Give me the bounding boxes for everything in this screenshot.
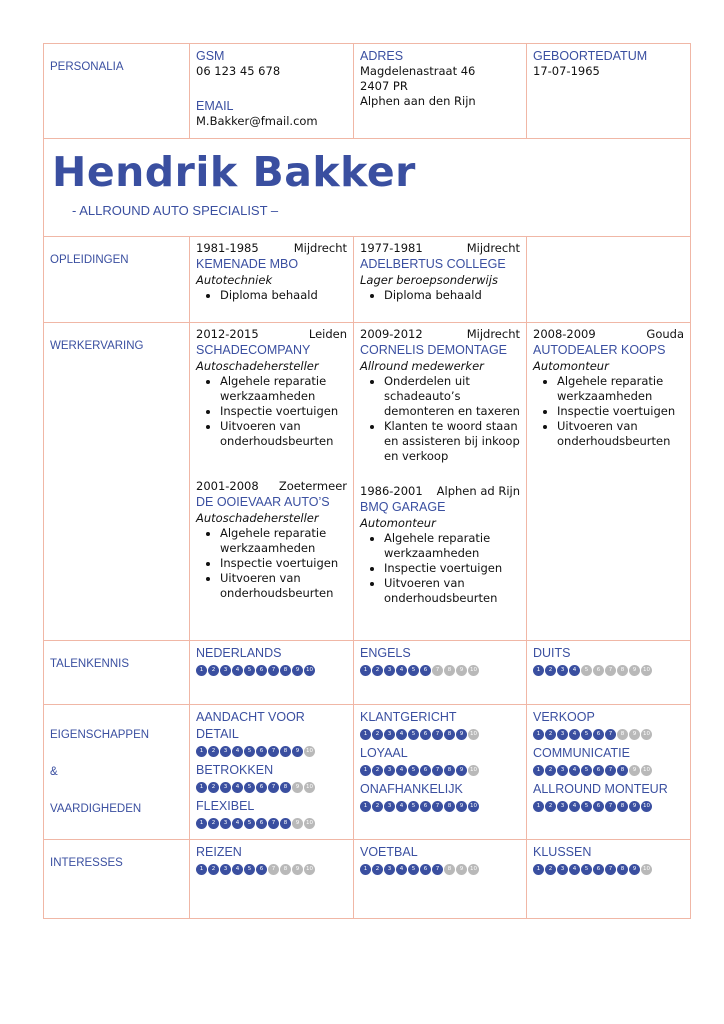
work-bullet: • Inspectie voertuigen (384, 561, 520, 576)
rating-dot-filled: 6 (420, 729, 431, 740)
rating-dot-filled: 1 (196, 864, 207, 875)
rating-dot-filled: 4 (396, 801, 407, 812)
rating-dots (360, 864, 520, 875)
rating-dot-empty: 10 (304, 864, 315, 875)
rating-dot-filled: 2 (545, 801, 556, 812)
rating-dot-filled: 3 (557, 665, 568, 676)
work-bullet: • Algehele reparatie werkzaamheden (384, 531, 520, 561)
rating-dot-filled: 2 (208, 782, 219, 793)
rating-dot-filled: 9 (629, 864, 640, 875)
skill-name: AANDACHT VOOR DETAIL (196, 710, 305, 741)
rating-dot-filled: 8 (280, 665, 291, 676)
rating-dot-filled: 8 (444, 801, 455, 812)
geboortedatum-label: GEBOORTEDATUM (533, 49, 648, 63)
rating-dot-filled: 2 (545, 765, 556, 776)
rating-dot-filled: 2 (372, 765, 383, 776)
rating-dot-filled: 3 (557, 801, 568, 812)
rating-dot-filled: 2 (372, 864, 383, 875)
work-company: CORNELIS DEMONTAGE (360, 343, 508, 357)
rating-dot-empty: 10 (641, 864, 652, 875)
work-bullet: • Algehele reparatie werkzaamheden (220, 526, 347, 556)
rating-dot-filled: 2 (545, 665, 556, 676)
interest-name: VOETBAL (360, 845, 418, 859)
rating-dot-filled: 1 (533, 729, 544, 740)
gsm-value: 06 123 45 678 (196, 64, 281, 78)
work-role: Automonteur (360, 516, 436, 530)
rating-dot-filled: 5 (581, 864, 592, 875)
rating-dot-empty: 9 (629, 665, 640, 676)
rating-dot-filled: 4 (232, 818, 243, 829)
cv-table (43, 43, 691, 919)
opleiding-years: 1981-1985 (196, 241, 259, 255)
rating-dot-filled: 8 (444, 765, 455, 776)
work-bullet: • Klanten te woord staan en assisteren bij inkoop en verkoop (384, 419, 520, 464)
opleiding-school: ADELBERTUS COLLEGE (360, 257, 506, 271)
rating-dot-filled: 1 (533, 665, 544, 676)
rating-dots (360, 765, 520, 776)
rating-dot-filled: 3 (384, 665, 395, 676)
rating-dot-filled: 6 (256, 864, 267, 875)
rating-dot-empty: 8 (617, 665, 628, 676)
full-name: Hendrik Bakker (52, 148, 416, 196)
rating-dot-filled: 1 (533, 801, 544, 812)
rating-dot-empty: 8 (444, 864, 455, 875)
rating-dot-filled: 7 (268, 782, 279, 793)
work-company: SCHADECOMPANY (196, 343, 311, 357)
rating-dot-empty: 8 (280, 864, 291, 875)
rating-dot-empty: 10 (304, 782, 315, 793)
work-role: Autoschadehersteller (196, 511, 319, 525)
rating-dot-filled: 6 (256, 782, 267, 793)
work-bullet: • Uitvoeren van onderhoudsbeurten (220, 571, 347, 601)
rating-dot-empty: 9 (629, 729, 640, 740)
opleiding-school: KEMENADE MBO (196, 257, 299, 271)
rating-dot-filled: 5 (244, 746, 255, 757)
opleiding-place: Mijdrecht (466, 241, 520, 255)
skill-name: VERKOOP (533, 710, 595, 724)
work-entry (196, 327, 347, 449)
rating-dot-filled: 1 (533, 765, 544, 776)
rating-dot-filled: 4 (569, 765, 580, 776)
rating-dot-filled: 5 (244, 864, 255, 875)
rating-dot-filled: 3 (557, 765, 568, 776)
rating-dot-empty: 9 (456, 864, 467, 875)
rating-dot-empty: 10 (468, 665, 479, 676)
rating-dot-filled: 7 (432, 801, 443, 812)
rating-dot-filled: 6 (593, 765, 604, 776)
rating-dot-empty: 10 (468, 765, 479, 776)
rating-dot-filled: 4 (396, 665, 407, 676)
section-vaardigheden: VAARDIGHEDEN (50, 803, 142, 815)
opleiding-study: Autotechniek (196, 273, 273, 287)
rating-dot-filled: 7 (605, 864, 616, 875)
work-role: Automonteur (533, 359, 609, 373)
rating-dot-filled: 8 (444, 729, 455, 740)
rating-dot-empty: 8 (617, 729, 628, 740)
rating-dots (196, 665, 347, 676)
rating-dots (360, 801, 520, 812)
rating-dot-filled: 1 (360, 665, 371, 676)
rating-dots (533, 864, 684, 875)
rating-dot-filled: 8 (280, 746, 291, 757)
work-place: Gouda (646, 327, 684, 341)
rating-dot-filled: 3 (384, 765, 395, 776)
rating-dot-filled: 3 (220, 746, 231, 757)
job-subtitle: - ALLROUND AUTO SPECIALIST – (72, 203, 279, 218)
rating-dots (360, 665, 520, 676)
rating-dot-empty: 10 (641, 729, 652, 740)
adres-line1: Magdelenastraat 46 (360, 64, 476, 78)
rating-dot-filled: 4 (569, 729, 580, 740)
rating-dot-filled: 1 (360, 765, 371, 776)
opleiding-bullet: • Diploma behaald (220, 288, 347, 303)
work-bullet: • Algehele reparatie werkzaamheden (220, 374, 347, 404)
rating-dot-filled: 6 (593, 729, 604, 740)
language-name: DUITS (533, 646, 571, 660)
opleiding-entry (190, 237, 354, 323)
rating-dot-filled: 7 (605, 729, 616, 740)
skill-name: BETROKKEN (196, 763, 274, 777)
rating-dot-filled: 4 (569, 665, 580, 676)
rating-dot-filled: 5 (408, 765, 419, 776)
rating-dot-filled: 4 (569, 864, 580, 875)
rating-dot-filled: 6 (256, 746, 267, 757)
work-entry (196, 479, 347, 601)
rating-dot-filled: 7 (268, 665, 279, 676)
rating-dot-filled: 9 (292, 665, 303, 676)
rating-dot-filled: 4 (569, 801, 580, 812)
rating-dots (533, 729, 684, 740)
rating-dots (196, 746, 347, 757)
work-role: Allround medewerker (360, 359, 484, 373)
rating-dots (360, 729, 520, 740)
skill-name: ONAFHANKELIJK (360, 782, 463, 796)
opleiding-place: Mijdrecht (293, 241, 347, 255)
rating-dot-empty: 9 (292, 864, 303, 875)
work-bullet: • Uitvoeren van onderhoudsbeurten (384, 576, 520, 606)
rating-dot-filled: 4 (396, 765, 407, 776)
rating-dot-filled: 3 (220, 782, 231, 793)
work-company: BMQ GARAGE (360, 500, 446, 514)
rating-dot-filled: 9 (456, 765, 467, 776)
rating-dot-filled: 2 (372, 729, 383, 740)
work-place: Zoetermeer (278, 479, 347, 493)
rating-dot-filled: 4 (232, 864, 243, 875)
rating-dot-filled: 7 (432, 765, 443, 776)
rating-dot-empty: 10 (304, 818, 315, 829)
rating-dot-filled: 10 (641, 801, 652, 812)
skill-name: COMMUNICATIE (533, 746, 630, 760)
rating-dot-filled: 5 (581, 729, 592, 740)
rating-dot-filled: 1 (360, 864, 371, 875)
skill-name: FLEXIBEL (196, 799, 255, 813)
rating-dot-filled: 1 (533, 864, 544, 875)
rating-dot-filled: 6 (256, 818, 267, 829)
rating-dot-filled: 2 (545, 729, 556, 740)
section-ampersand: & (50, 766, 58, 778)
work-place: Mijdrecht (466, 327, 520, 341)
rating-dot-filled: 2 (372, 801, 383, 812)
rating-dot-filled: 2 (545, 864, 556, 875)
work-bullet: • Inspectie voertuigen (557, 404, 684, 419)
work-bullet: • Onderdelen uit schadeauto’s demonteren en taxeren (384, 374, 520, 419)
rating-dot-empty: 9 (292, 782, 303, 793)
adres-label: ADRES (360, 49, 404, 63)
rating-dot-filled: 1 (196, 746, 207, 757)
rating-dot-filled: 3 (384, 729, 395, 740)
rating-dot-filled: 4 (396, 729, 407, 740)
rating-dot-filled: 5 (244, 782, 255, 793)
rating-dot-empty: 6 (593, 665, 604, 676)
rating-dot-filled: 6 (420, 665, 431, 676)
rating-dot-filled: 1 (196, 665, 207, 676)
rating-dot-empty: 9 (629, 765, 640, 776)
rating-dot-filled: 9 (456, 801, 467, 812)
rating-dot-filled: 6 (420, 864, 431, 875)
language-name: NEDERLANDS (196, 646, 282, 660)
rating-dot-filled: 6 (593, 801, 604, 812)
section-talenkennis: TALENKENNIS (44, 641, 190, 705)
email-value: M.Bakker@fmail.com (196, 114, 318, 128)
rating-dot-empty: 10 (641, 665, 652, 676)
work-entry (360, 327, 520, 464)
work-company: DE OOIEVAAR AUTO’S (196, 495, 330, 509)
rating-dot-empty: 10 (641, 765, 652, 776)
rating-dot-filled: 5 (408, 665, 419, 676)
rating-dot-empty: 5 (581, 665, 592, 676)
skill-name: ALLROUND MONTEUR (533, 782, 668, 796)
rating-dot-filled: 8 (280, 818, 291, 829)
opleiding-years: 1977-1981 (360, 241, 423, 255)
rating-dot-filled: 4 (232, 665, 243, 676)
rating-dot-filled: 2 (208, 818, 219, 829)
rating-dot-empty: 7 (432, 665, 443, 676)
work-years: 2001-2008 (196, 479, 259, 493)
rating-dot-filled: 3 (557, 864, 568, 875)
work-place: Alphen ad Rijn (436, 484, 520, 498)
rating-dot-filled: 6 (420, 765, 431, 776)
rating-dot-filled: 8 (617, 765, 628, 776)
rating-dots (196, 818, 347, 829)
rating-dot-filled: 8 (617, 801, 628, 812)
rating-dot-filled: 8 (280, 782, 291, 793)
skill-name: KLANTGERICHT (360, 710, 457, 724)
work-years: 2009-2012 (360, 327, 423, 341)
gsm-label: GSM (196, 49, 225, 63)
work-bullet: • Uitvoeren van onderhoudsbeurten (557, 419, 684, 449)
section-opleidingen: OPLEIDINGEN (44, 237, 190, 323)
rating-dot-empty: 10 (304, 746, 315, 757)
opleiding-entry (354, 237, 527, 323)
section-personalia: PERSONALIA (44, 44, 190, 139)
rating-dot-filled: 2 (208, 864, 219, 875)
rating-dot-filled: 7 (605, 801, 616, 812)
email-label: EMAIL (196, 99, 234, 113)
rating-dot-empty: 7 (605, 665, 616, 676)
rating-dot-filled: 1 (360, 801, 371, 812)
rating-dots (196, 864, 347, 875)
rating-dots (533, 765, 684, 776)
rating-dot-filled: 5 (244, 818, 255, 829)
rating-dot-filled: 3 (220, 818, 231, 829)
rating-dot-filled: 10 (304, 665, 315, 676)
rating-dot-filled: 4 (232, 782, 243, 793)
opleiding-bullet: • Diploma behaald (384, 288, 520, 303)
rating-dot-empty: 8 (444, 665, 455, 676)
rating-dot-filled: 3 (220, 665, 231, 676)
rating-dot-filled: 6 (420, 801, 431, 812)
rating-dot-filled: 7 (432, 729, 443, 740)
rating-dot-empty: 10 (468, 729, 479, 740)
rating-dot-empty: 9 (292, 818, 303, 829)
rating-dot-filled: 5 (244, 665, 255, 676)
opleiding-study: Lager beroepsonderwijs (360, 273, 498, 287)
rating-dots (196, 782, 347, 793)
section-interesses: INTERESSES (44, 840, 190, 919)
geboortedatum-value: 17-07-1965 (533, 64, 600, 78)
interest-name: REIZEN (196, 845, 242, 859)
rating-dot-filled: 2 (208, 746, 219, 757)
rating-dots (533, 665, 684, 676)
section-werkervaring: WERKERVARING (44, 323, 190, 641)
work-entry (360, 484, 520, 606)
rating-dot-filled: 5 (408, 729, 419, 740)
rating-dot-filled: 1 (360, 729, 371, 740)
rating-dot-empty: 9 (456, 665, 467, 676)
rating-dot-filled: 9 (629, 801, 640, 812)
rating-dot-filled: 3 (384, 801, 395, 812)
rating-dot-filled: 2 (372, 665, 383, 676)
rating-dot-filled: 9 (456, 729, 467, 740)
work-bullet: • Algehele reparatie werkzaamheden (557, 374, 684, 404)
rating-dot-filled: 7 (268, 818, 279, 829)
rating-dot-filled: 6 (593, 864, 604, 875)
rating-dot-filled: 1 (196, 818, 207, 829)
rating-dot-filled: 2 (208, 665, 219, 676)
work-company: AUTODEALER KOOPS (533, 343, 666, 357)
work-entry (533, 327, 684, 449)
skill-name: LOYAAL (360, 746, 408, 760)
rating-dots (533, 801, 684, 812)
rating-dot-filled: 5 (581, 801, 592, 812)
work-place: Leiden (308, 327, 347, 341)
rating-dot-filled: 4 (232, 746, 243, 757)
work-role: Autoschadehersteller (196, 359, 319, 373)
rating-dot-filled: 8 (617, 864, 628, 875)
rating-dot-filled: 4 (396, 864, 407, 875)
section-eigenschappen: EIGENSCHAPPEN (50, 729, 150, 741)
rating-dot-filled: 5 (408, 801, 419, 812)
work-bullet: • Inspectie voertuigen (220, 556, 347, 571)
rating-dot-empty: 7 (268, 864, 279, 875)
rating-dot-filled: 7 (605, 765, 616, 776)
work-years: 2012-2015 (196, 327, 259, 341)
work-years: 1986-2001 (360, 484, 423, 498)
rating-dot-filled: 5 (581, 765, 592, 776)
rating-dot-empty: 10 (468, 864, 479, 875)
rating-dot-filled: 3 (384, 864, 395, 875)
rating-dot-filled: 10 (468, 801, 479, 812)
interest-name: KLUSSEN (533, 845, 592, 859)
adres-line3: Alphen aan den Rijn (360, 94, 476, 108)
work-bullet: • Uitvoeren van onderhoudsbeurten (220, 419, 347, 449)
work-years: 2008-2009 (533, 327, 596, 341)
adres-line2: 2407 PR (360, 79, 408, 93)
rating-dot-filled: 3 (220, 864, 231, 875)
rating-dot-filled: 3 (557, 729, 568, 740)
rating-dot-filled: 7 (432, 864, 443, 875)
rating-dot-filled: 5 (408, 864, 419, 875)
work-bullet: • Inspectie voertuigen (220, 404, 347, 419)
rating-dot-filled: 6 (256, 665, 267, 676)
language-name: ENGELS (360, 646, 411, 660)
rating-dot-filled: 7 (268, 746, 279, 757)
rating-dot-filled: 1 (196, 782, 207, 793)
rating-dot-filled: 9 (292, 746, 303, 757)
